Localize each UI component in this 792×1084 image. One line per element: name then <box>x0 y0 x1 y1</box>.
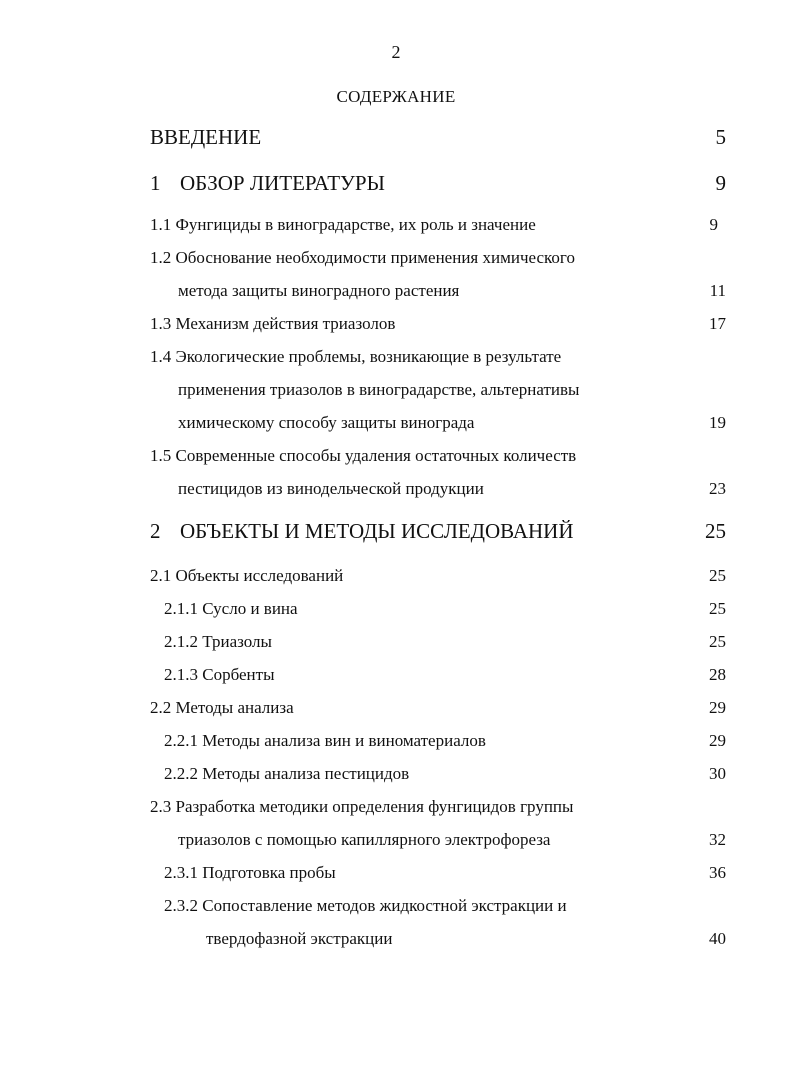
toc-entry-label: 2.2 Методы анализа <box>150 698 294 717</box>
toc-entry-page: 28 <box>709 665 726 684</box>
toc-entry-number: 2 <box>150 519 161 543</box>
toc-entry-page: 30 <box>709 764 726 783</box>
toc-entry-page: 40 <box>709 929 726 948</box>
toc-entry-page: 29 <box>709 731 726 750</box>
toc-entry-page: 17 <box>709 314 726 333</box>
toc-entry-label: ОБЪЕКТЫ И МЕТОДЫ ИССЛЕДОВАНИЙ <box>180 519 574 543</box>
toc-entry-page: 9 <box>709 215 718 234</box>
toc-entry-label: пестицидов из винодельческой продукции <box>178 479 484 498</box>
toc-entry-label: 1.2 Обоснование необходимости применения химического <box>150 248 575 267</box>
toc-entry-label: 2.1.3 Сорбенты <box>164 665 275 684</box>
toc-entry-page: 9 <box>715 171 726 195</box>
toc-entry-page: 25 <box>709 632 726 651</box>
toc-entry-label: ОБЗОР ЛИТЕРАТУРЫ <box>180 171 385 195</box>
page-number: 2 <box>391 42 401 62</box>
toc-entry-label: триазолов с помощью капиллярного электрофореза <box>178 830 551 849</box>
toc-entry-page: 25 <box>709 566 726 585</box>
toc-entry-label: 2.3 Разработка методики определения фунгицидов группы <box>150 797 574 816</box>
toc-entry-page: 36 <box>709 863 726 882</box>
toc-entry-label: 2.1 Объекты исследований <box>150 566 344 585</box>
toc-entry-label: 1.1 Фунгициды в виноградарстве, их роль и значение <box>150 215 536 234</box>
toc-entry-page: 25 <box>705 519 726 543</box>
toc-heading: СОДЕРЖАНИЕ <box>336 87 456 106</box>
toc-entry-label: 1.4 Экологические проблемы, возникающие в результате <box>150 347 562 366</box>
toc-entry-label: ВВЕДЕНИЕ <box>150 125 262 149</box>
toc-entry-label: 2.1.1 Сусло и вина <box>164 599 298 618</box>
toc-entry-page: 5 <box>715 125 726 149</box>
toc-entry-page: 25 <box>709 599 726 618</box>
toc-entry-label: 1.3 Механизм действия триазолов <box>150 314 396 333</box>
toc-entry-page: 19 <box>709 413 726 432</box>
toc-entry-page: 11 <box>709 281 726 300</box>
toc-entry-label: применения триазолов в виноградарстве, альтернативы <box>178 380 580 399</box>
toc-entry-label: 2.3.2 Сопоставление методов жидкостной экстракции и <box>164 896 567 915</box>
toc-entry-number: 1 <box>150 171 161 195</box>
toc-entry-page: 23 <box>709 479 726 498</box>
toc-entry-label: 2.1.2 Триазолы <box>164 632 272 651</box>
toc-entry-label: 2.2.1 Методы анализа вин и виноматериалов <box>164 731 486 750</box>
toc-entry-page: 32 <box>709 830 726 849</box>
toc-entry-label: 1.5 Современные способы удаления остаточных количеств <box>150 446 577 465</box>
toc-entry-page: 29 <box>709 698 726 717</box>
toc-entry-label: метода защиты виноградного растения <box>178 281 460 300</box>
toc-entry-label: 2.2.2 Методы анализа пестицидов <box>164 764 410 783</box>
toc-entry-label: химическому способу защиты винограда <box>178 413 475 432</box>
toc-entry-label: 2.3.1 Подготовка пробы <box>164 863 336 882</box>
toc-entry-label: твердофазной экстракции <box>206 929 393 948</box>
